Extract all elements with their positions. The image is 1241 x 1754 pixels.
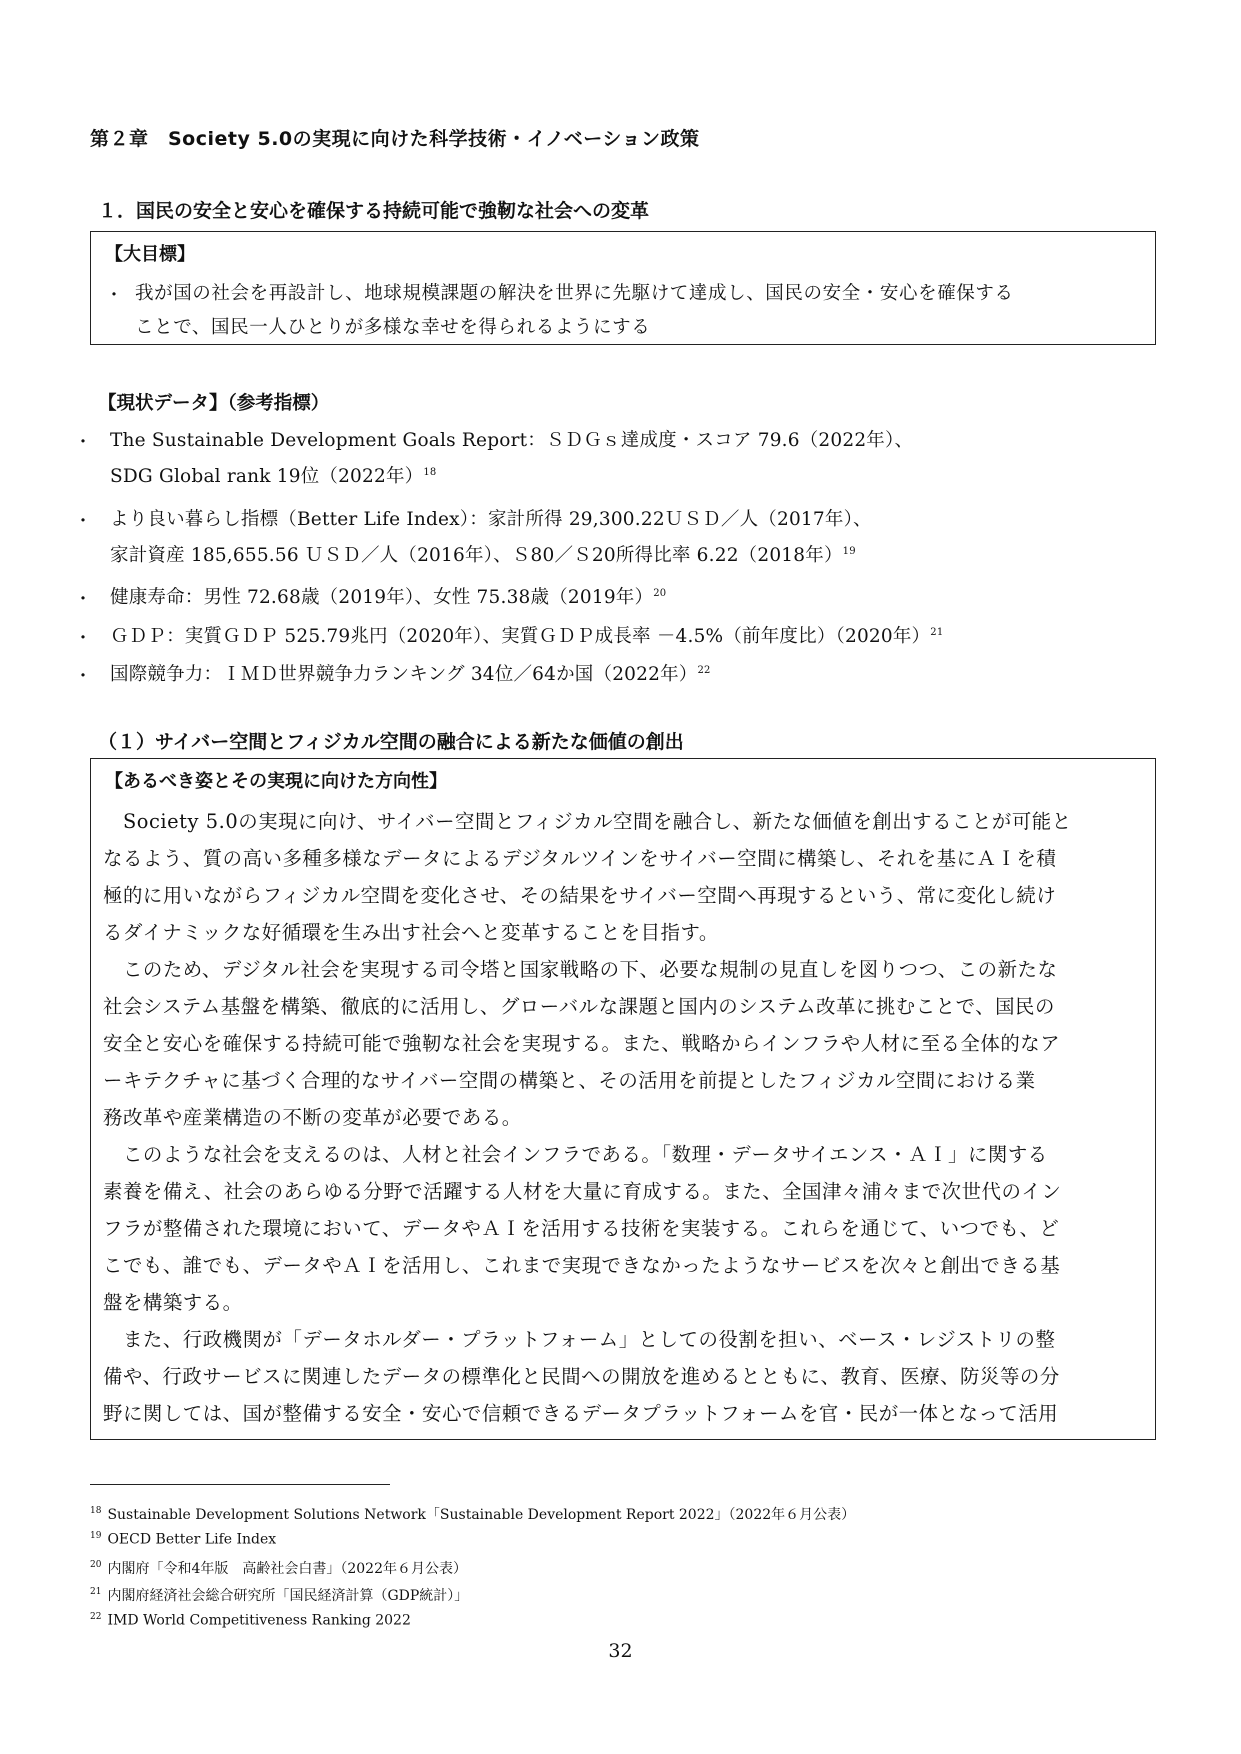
paragraph-line: こでも、誰でも、データやＡＩを活用し、これまで実現できなかったようなサービスを次々と創出できる基	[103, 1254, 1061, 1277]
status-line: 家計資産 185,655.56 ＵＳＤ／人（2016年）、Ｓ80／Ｓ20所得比率 6.22（2018年）$^{19}$	[110, 545, 856, 566]
direction-heading: 【あるべき姿とその実現に向けた方向性】	[105, 771, 447, 792]
paragraph-line: 野に関しては、国が整備する安全・安心で信頼できるデータプラットフォームを官・民が一体となって活用	[103, 1402, 1059, 1425]
footnote: $^{18}$ Sustainable Development Solutions Network「Sustainable Development Report 2022」（2022年６月公表）	[90, 1506, 856, 1523]
paragraph-line: 素養を備え、社会のあらゆる分野で活躍する人材を大量に育成する。また、全国津々浦々まで次世代のイン	[103, 1180, 1062, 1203]
status-bullet: ・	[74, 628, 92, 649]
paragraph-line: このような社会を支えるのは、人材と社会インフラである。「数理・データサイエンス・ＡＩ」に関する	[103, 1143, 1048, 1166]
page-number: 32	[608, 1640, 633, 1662]
footnote: $^{19}$ OECD Better Life Index	[90, 1531, 277, 1548]
status-line: ＧＤＰ：実質ＧＤＰ 525.79兆円（2020年）、実質ＧＤＰ成長率 －4.5%（前年度比）（2020年）$^{21}$	[110, 626, 944, 647]
paragraph-line: ーキテクチャに基づく合理的なサイバー空間の構築と、その活用を前提としたフィジカル空間における業	[103, 1069, 1036, 1092]
section-title: １．国民の安全と安心を確保する持続可能で強靭な社会への変革	[98, 200, 650, 222]
goal-heading: 【大目標】	[105, 244, 195, 265]
footnote-ref: 22	[697, 664, 711, 676]
status-bullet: ・	[74, 432, 92, 453]
paragraph-line: 盤を構築する。	[103, 1291, 243, 1314]
direction-box	[90, 758, 1156, 1440]
status-bullet: ・	[74, 511, 92, 532]
footnote: $^{22}$ IMD World Competitiveness Ranking 2022	[90, 1612, 411, 1629]
footnote-ref: 20	[653, 587, 667, 599]
paragraph-line: 社会システム基盤を構築、徹底的に活用し、グローバルな課題と国内のシステム改革に挑むことで、国民の	[103, 995, 1055, 1018]
paragraph-line: 極的に用いながらフィジカル空間を変化させ、その結果をサイバー空間へ再現するという、常に変化し続け	[103, 884, 1057, 907]
paragraph-line: 安全と安心を確保する持続可能で強靭な社会を実現する。また、戦略からインフラや人材に至る全体的なア	[103, 1032, 1061, 1055]
footnote: $^{21}$ 内閣府経済社会総合研究所「国民経済計算（GDP統計）」	[90, 1587, 469, 1604]
paragraph-line: るダイナミックな好循環を生み出す社会へと変革することを目指す。	[103, 921, 719, 944]
status-line: The Sustainable Development Goals Report：ＳＤＧｓ達成度・スコア 79.6（2022年）、	[110, 430, 914, 451]
footnote-divider	[90, 1484, 390, 1485]
chapter-title: 第２章 Society 5.0の実現に向けた科学技術・イノベーション政策	[90, 128, 700, 150]
paragraph-line: なるよう、質の高い多種多様なデータによるデジタルツインをサイバー空間に構築し、それを基にＡＩを積	[103, 847, 1057, 870]
paragraph-line: 務改革や産業構造の不断の変革が必要である。	[103, 1106, 522, 1129]
footnote-ref: 21	[930, 626, 944, 638]
status-bullet: ・	[74, 666, 92, 687]
paragraph-line: 備や、行政サービスに関連したデータの標準化と民間への開放を進めるとともに、教育、医療、防災等の分	[103, 1365, 1060, 1388]
goal-line: 我が国の社会を再設計し、地球規模課題の解決を世界に先駆けて達成し、国民の安全・安心を確保する	[135, 283, 1014, 304]
status-line: SDG Global rank 19位（2022年）$^{18}$	[110, 466, 437, 487]
paragraph-line: また、行政機関が「データホルダー・プラットフォーム」としての役割を担い、ベース・レジストリの整	[103, 1328, 1056, 1351]
subsection-title: （１）サイバー空間とフィジカル空間の融合による新たな価値の創出	[98, 731, 684, 753]
paragraph-line: Society 5.0の実現に向け、サイバー空間とフィジカル空間を融合し、新たな価値を創出することが可能と	[103, 810, 1072, 833]
paragraph-line: このため、デジタル社会を実現する司令塔と国家戦略の下、必要な規制の見直しを図りつつ、この新たな	[103, 958, 1058, 981]
footnote: $^{20}$ 内閣府「令和4年版 高齢社会白書」（2022年６月公表）	[90, 1560, 467, 1577]
status-line: 国際競争力：ＩＭＤ世界競争力ランキング 34位／64か国（2022年）$^{22}$	[110, 664, 711, 685]
paragraph-line: フラが整備された環境において、データやＡＩを活用する技術を実装する。これらを通じて、いつでも、ど	[103, 1217, 1060, 1240]
goal-bullet: ・	[105, 285, 123, 306]
footnote-ref: 18	[423, 466, 437, 478]
footnote-ref: 19	[842, 545, 856, 557]
status-line: より良い暮らし指標（Better Life Index）：家計所得 29,300.22ＵＳＤ／人（2017年）、	[110, 509, 872, 530]
goal-line: ことで、国民一人ひとりが多様な幸せを得られるようにする	[135, 317, 651, 338]
status-line: 健康寿命：男性 72.68歳（2019年）、女性 75.38歳（2019年）$^{20}$	[110, 587, 667, 608]
status-bullet: ・	[74, 589, 92, 610]
status-heading: 【現状データ】（参考指標）	[98, 393, 330, 414]
goal-box	[90, 231, 1156, 345]
